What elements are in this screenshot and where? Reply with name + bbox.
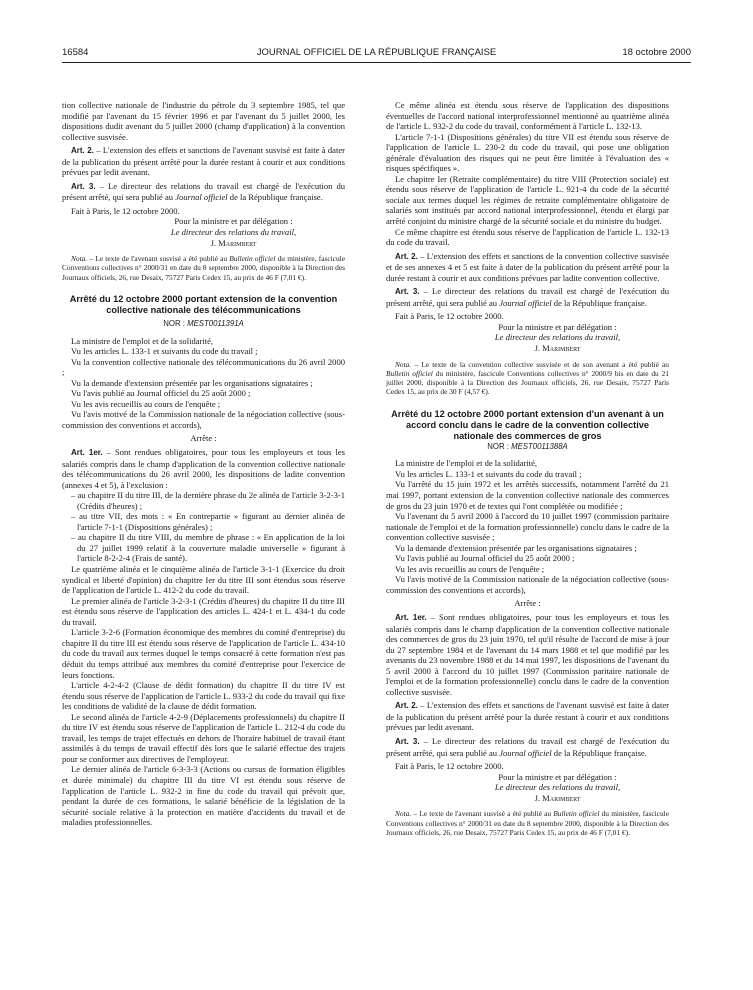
visa-line: Vu la demande d'extension présentée par les organisations signataires ; xyxy=(71,377,313,388)
article-3: Art. 3. – Le directeur des relations du travail est chargé de l'exécution du présent arrêté, qui sera publié au Journal officiel de la République française. xyxy=(386,735,669,758)
signature-line: Pour la ministre et par délégation : xyxy=(498,771,617,782)
arrete-title: Arrêté du 12 octobre 2000 portant extension d'un avenant à un accord conclu dans le cadre de la convention collective nationale des commerces de gros xyxy=(391,408,664,441)
visa-line: Vu la convention collective nationale des télécommunications du 26 avril 2000 ; xyxy=(62,356,345,378)
exclusions-list xyxy=(62,490,345,564)
body-paragraph: Le second alinéa de l'article 4-2-9 (Déplacements professionnels) du chapitre II du titre IV est étendu sous réserve de l'application de l'article L. 212-4 du code du travail, les temps de trajet effectués en dehors de l'horaire habituel de travail étant assimilés à du temps de travail effectif dès lors que le salarié effectue des trajets pour se conformer aux directives de l'employeur. xyxy=(62,711,345,764)
page-number: 16584 xyxy=(62,47,89,58)
article-label: Art. 3. xyxy=(395,736,420,746)
article-1: Art. 1er. – Sont rendues obligatoires, pour tous les employeurs et tous les salariés compris dans le champ d'application de la convention collective nationale des commerces de gros du 23 juin 1970, tel qu'il résulte de l'accord de mise à jour du 27 septembre 1984 et de l'avenant du 14 mars 1988 et tel que modifié par les avenants du 23 novembre 1988 et du 14 mai 1997, les dispositions de l'avenant du 5 avril 2000 à l'accord du 10 juillet 1997 (Commission paritaire nationale de l'emploi et de la formation professionnelle) conclu dans le cadre de la convention collective susvisée. xyxy=(386,611,669,697)
body-paragraph: Le chapitre Ier (Retraite complémentaire) du titre VIII (Protection sociale) est étendu sous réserve de l'application de l'article L. 921-4 du code de la sécurité sociale aux termes duquel les régimes de retraite complémentaire obligatoire de salariés sont institués par accord national interprofessionnel, étendu et élargi par arrêté conjoint du ministre chargé de la sécurité sociale et du ministre du budget. xyxy=(386,173,669,227)
body-paragraph: Ce même chapitre est étendu sous réserve de l'application de l'article L. 132-13 du code du travail. xyxy=(386,226,669,248)
visa-line: Vu l'avis motivé de la Commission nationale de la négociation collective (sous-commission des conventions et accords), xyxy=(386,574,669,595)
signature-title: Le directeur des relations du travail, xyxy=(170,227,297,238)
signature-date: Fait à Paris, le 12 octobre 2000. xyxy=(71,205,180,216)
visas-list xyxy=(386,458,669,595)
signature-date: Fait à Paris, le 12 octobre 2000. xyxy=(395,761,504,772)
visa-line: Vu l'avenant du 5 avril 2000 à l'accord du 10 juillet 1997 (commission paritaire nationale de l'emploi et de la formation professionnelle) conclu dans le cadre de la convention collective susvisée ; xyxy=(386,511,669,543)
body-paragraph: L'article 4-2-4-2 (Clause de dédit formation) du chapitre II du titre IV est étendu sous réserve de l'application de l'article L. 933-2 du code du travail qui fixe les conditions de validité de la clause de dédit formation. xyxy=(62,680,345,712)
signature-title: Le directeur des relations du travail, xyxy=(494,332,621,343)
body-paragraph: Le dernier alinéa de l'article 6-3-3-3 (Actions ou cursus de formation éligibles et durée minimale) du chapitre III du titre VI est étendu sous réserve de l'application de l'article L. 932-2 in fine du code du travail qui prévoit que, pendant la durée de ces formations, le salarié bénéficie de la législation de la sécurité sociale relative à la protection en matière d'accidents du travail et de maladies professionnelles. xyxy=(62,764,345,828)
signature-name: J. Marimbert xyxy=(210,237,257,248)
body-paragraph: Le premier alinéa de l'article 3-2-3-1 (Crédits d'heures) du chapitre II du titre III est étendu sous réserve de l'application des articles L. 424-1 et L. 434-1 du code du travail. xyxy=(62,595,345,627)
arrete-heading: Arrête : xyxy=(190,433,217,444)
article-label: Art. 1er. xyxy=(71,448,103,458)
signature-date: Fait à Paris, le 12 octobre 2000. xyxy=(395,311,504,322)
list-item: – au chapitre II du titre VIII, du membre de phrase : « En application de la loi du 27 juillet 1999 relatif à la couverture maladie universelle » figurant à l'article 8-2-2-4 (Frais de santé). xyxy=(71,532,345,564)
visa-line: Vu les avis recueillis au cours de l'enquête ; xyxy=(395,563,545,574)
article-3: Art. 3. – Le directeur des relations du travail est chargé de l'exécution du présent arrêté, qui sera publié au Journal officiel de la République française. xyxy=(62,180,345,203)
visas-list xyxy=(62,336,345,431)
visa-line: Vu les avis recueillis au cours de l'enquête ; xyxy=(71,398,221,409)
arrete-title: Arrêté du 12 octobre 2000 portant extension de la convention collective nationale des télécommunications xyxy=(69,294,338,315)
article-2: Art. 2. – L'extension des effets et sanctions de l'avenant susvisé est faite à dater de la publication du présent arrêté pour la durée restant à courir et aux conditions prévues par ledit avenant. xyxy=(62,145,345,178)
signature-name: J. Marimbert xyxy=(534,792,581,803)
article-2: Art. 2. – L'extension des effets et sanctions de la convention collective susvisée et de ses annexes 4 et 5 est faite à dater de la publication du présent arrêté pour la durée restant à courir et aux conditions prévues par ladite convention collective. xyxy=(386,250,669,283)
visa-line: Vu l'avis publié au Journal officiel du 25 août 2000 ; xyxy=(395,553,575,564)
list-item: – au chapitre II du titre III, de la dernière phrase du 2e alinéa de l'article 3-2-3-1 (Crédits d'heures) ; xyxy=(71,490,345,511)
left-column xyxy=(62,100,345,828)
article-1: Art. 1er. – Sont rendues obligatoires, pour tous les employeurs et tous les salariés compris dans le champ d'application de la convention collective nationale des télécommunications du 26 avril 2000, les dispositions de ladite convention (annexes 4 et 5), à l'exclusion : xyxy=(62,447,345,490)
body-paragraph: L'article 7-1-1 (Dispositions générales) du titre VII est étendu sous réserve de l'application de l'article L. 230-2 du code du travail, qui pose une obligation générale d'évaluation des risques qui ne peut être limitée à l'évaluation des « risques spécifiques ». xyxy=(386,131,669,174)
nota-note: Nota. – Le texte de la convention collective susvisée et de son avenant a été publié au Bulletin officiel du ministère, fascicule Conventions collectives n° 2000/9 bis en date du 21 juillet 2000, disponible à la Direction des Journaux officiels, 26, rue Desaix, 75727 Paris Cedex 15, au prix de 30 F (4,57 €). xyxy=(386,359,669,397)
article-label: Art. 3. xyxy=(71,181,96,191)
nota-note: Nota. – Le texte de l'avenant susvisé a été publié au Bulletin officiel du ministère, fascicule Conventions collectives n° 2000/31 en date du 8 septembre 2000, disponible à la Direction des Journaux officiels, 26, rue Desaix, 75727 Paris Cedex 15, au prix de 46 F (7,01 €). xyxy=(62,254,345,282)
signature-line: Pour la ministre et par délégation : xyxy=(498,321,617,332)
article-label: Art. 1er. xyxy=(395,612,427,622)
header-rule xyxy=(62,62,691,63)
page-header xyxy=(62,47,691,61)
visa-line: Vu la demande d'extension présentée par les organisations signataires ; xyxy=(395,542,637,553)
continued-paragraph: tion collective nationale de l'industrie du pétrole du 3 septembre 1985, tel que modifié par l'avenant du 15 février 1996 et par l'avenant du 5 juillet 2000, les dispositions dudit avenant du 5 juillet 2000 (champ d'application) à la convention collective susvisée. xyxy=(62,100,345,142)
article-label: Art. 2. xyxy=(395,701,418,711)
list-item: – au titre VII, des mots : « En contrepartie » figurant au dernier alinéa de l'article 7-1-1 (Dispositions générales) ; xyxy=(71,511,345,532)
visa-line: Vu l'arrêté du 15 juin 1972 et les arrêtés successifs, notamment l'arrêté du 21 mai 1997, portant extension de la convention collective nationale des commerces de gros du 23 juin 1970 et de textes qui l'ont complétée ou modifiée ; xyxy=(386,479,669,511)
issue-date: 18 octobre 2000 xyxy=(622,47,691,58)
visa-line: Vu l'avis motivé de la Commission nationale de la négociation collective (sous-commission des conventions et accords), xyxy=(62,409,345,430)
signature-line: Pour la ministre et par délégation : xyxy=(174,216,293,227)
article-label: Art. 2. xyxy=(395,251,418,261)
body-paragraph: Le quatrième alinéa et le cinquième alinéa de l'article 3-1-1 (Exercice du droit syndical et liberté d'opinion) du chapitre Ier du titre III sont étendus sous réserve de l'application de l'article L. 412-2 du code du travail. xyxy=(62,564,345,596)
nor-reference: NOR : MEST0011391A xyxy=(163,319,244,328)
signature-title: Le directeur des relations du travail, xyxy=(494,782,621,793)
arrete-heading: Arrête : xyxy=(514,598,541,609)
visa-line: Vu les articles L. 133-1 et suivants du code du travail ; xyxy=(71,346,258,357)
signature-name: J. Marimbert xyxy=(534,343,581,354)
journal-title: JOURNAL OFFICIEL DE LA RÉPUBLIQUE FRANÇAISE xyxy=(256,47,497,58)
article-2: Art. 2. – L'extension des effets et sanctions de l'avenant susvisé est faite à dater de la publication du présent arrêté pour la durée restant à courir et aux conditions prévues par ledit avenant. xyxy=(386,700,669,733)
body-paragraph: L'article 3-2-6 (Formation économique des membres du comité d'entreprise) du chapitre II du titre III est étendu sous réserve de l'application de l'article L. 434-10 du code du travail aux termes duquel le temps consacré à cette formation n'est pas déduit du temps attribué aux membres du comité d'entreprise pour l'exercice de leurs fonctions. xyxy=(62,627,345,680)
visa-line: La ministre de l'emploi et de la solidarité, xyxy=(395,458,538,469)
visa-line: Vu l'avis publié au Journal officiel du 25 août 2000 ; xyxy=(71,388,251,399)
right-column xyxy=(386,100,669,837)
article-label: Art. 2. xyxy=(71,146,94,156)
body-paragraph: Ce même alinéa est étendu sous réserve de l'application des dispositions éventuelles de l'accord national interprofessionnel mentionné au quatrième alinéa de l'article L. 932-2 du code du travail, conformément à l'article L. 132-13. xyxy=(386,100,669,132)
nor-reference: NOR : MEST0011388A xyxy=(487,441,568,451)
article-3: Art. 3. – Le directeur des relations du travail est chargé de l'exécution du présent arrêté, qui sera publié au Journal officiel de la République française. xyxy=(386,286,669,308)
visa-line: Vu les articles L. 133-1 et suivants du code du travail ; xyxy=(395,468,582,479)
visa-line: La ministre de l'emploi et de la solidarité, xyxy=(71,335,214,346)
nota-note: Nota. – Le texte de l'avenant susvisé a été publié au Bulletin officiel du ministère, fascicule Conventions collectives n° 2000/31 en date du 8 septembre 2000, disponible à la Direction des Journaux officiels, 26, rue Desaix, 75727 Paris Cedex 15, au prix de 46 F (7,01 €). xyxy=(386,809,669,837)
article-label: Art. 3. xyxy=(395,287,420,297)
